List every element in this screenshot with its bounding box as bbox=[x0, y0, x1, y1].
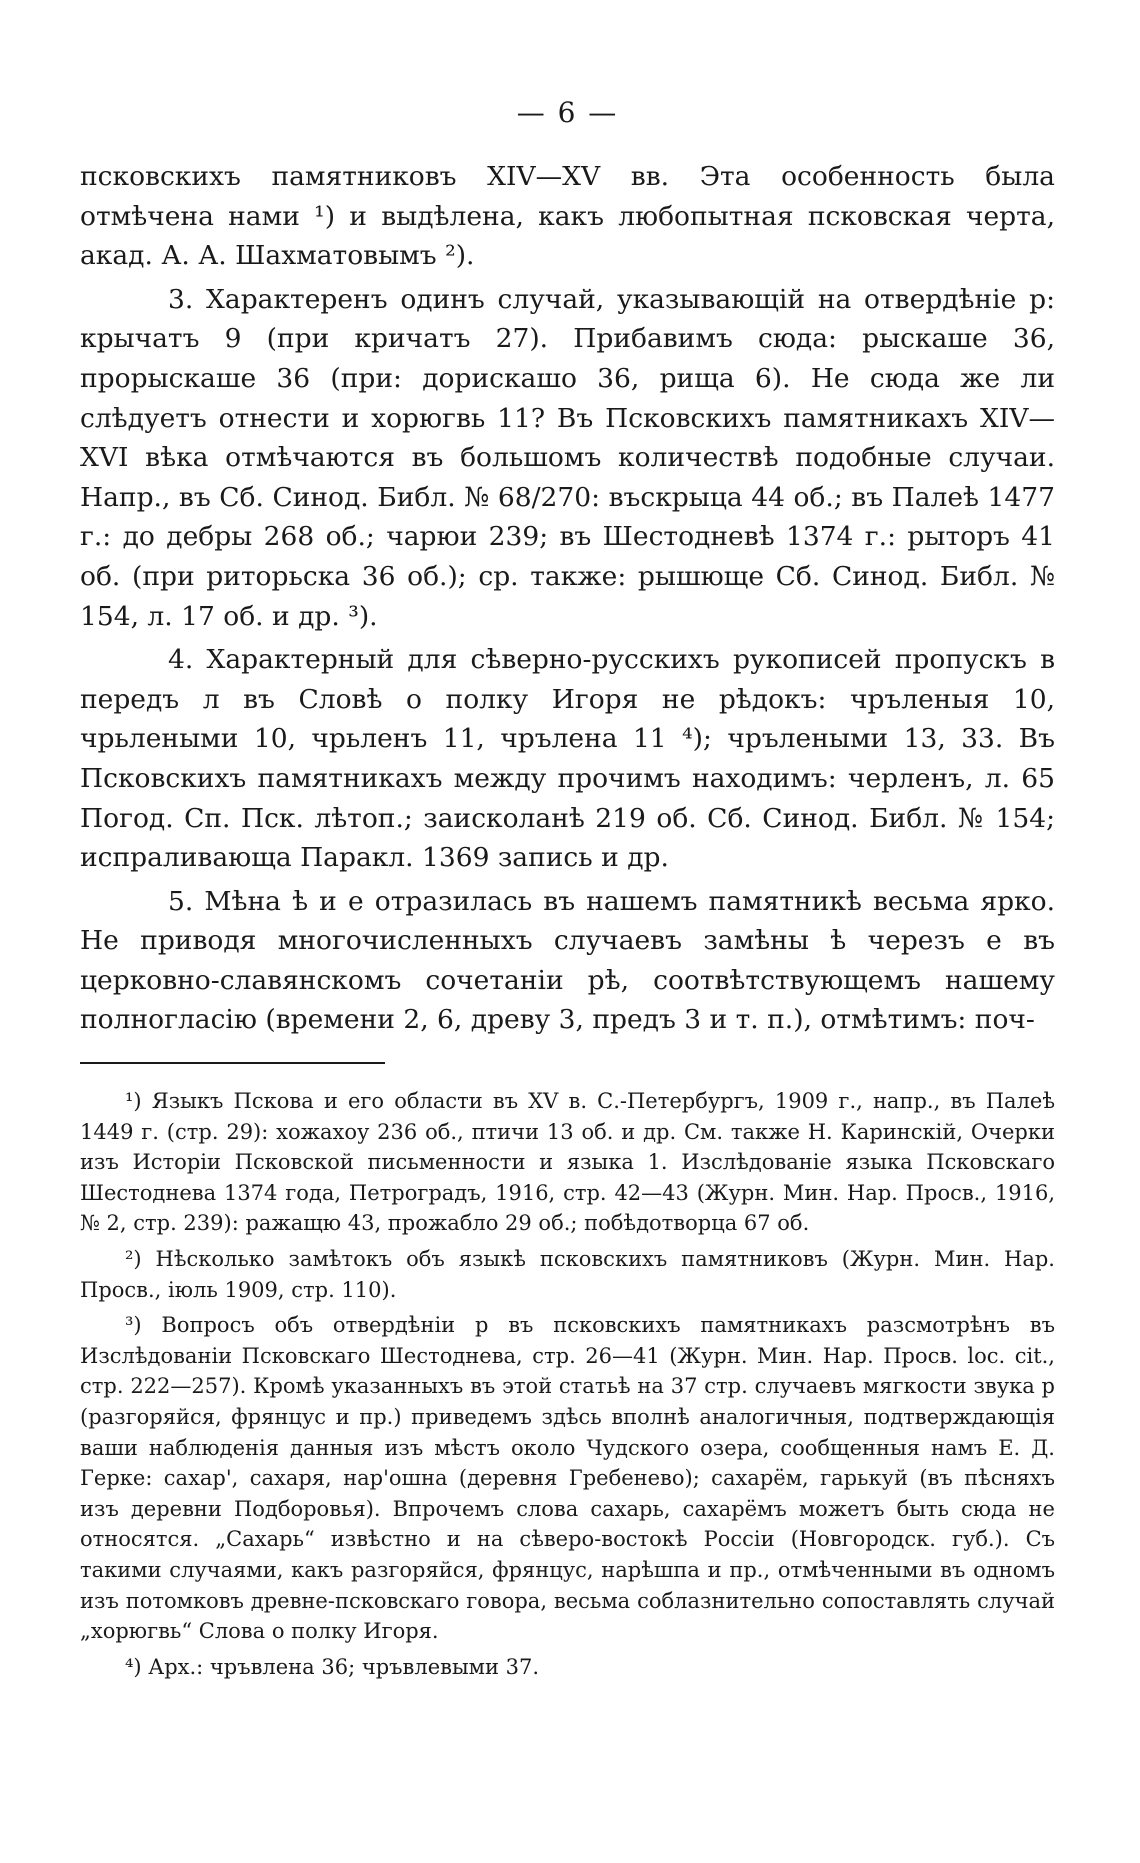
footnote-3: ³) Вопросъ объ отвердѣніи р въ псковскихъ памятникахъ разсмотрѣнъ въ Изслѣдованіи Псковскаго Шестоднева, стр. 26—41 (Журн. Мин. Нар. Просв. loc. cit., стр. 222—257). Кромѣ указанныхъ въ этой статьѣ на 37 стр. случаевъ мягкости звука р (разгоряйся, фрянцус и пр.) приведемъ здѣсь вполнѣ аналогичныя, подтверждающія ваши наблюденія данныя изъ мѣстъ около Чудского озера, сообщенныя намъ Е. Д. Герке: сахар', сахаря, нар'ошна (деревня Гребенево); сахарём, гарькуй (въ пѣсняхъ изъ деревни Подборовья). Впрочемъ слова сахарь, сахарёмъ можетъ быть сюда не относятся. „Сахарь“ извѣстно и на сѣверо-востокѣ Россіи (Новгородск. губ.). Съ такими случаями, какъ разгоряйся, фрянцус, нарѣшпа и пр., отмѣченными въ одномъ изъ потомковъ древне-псковскаго говора, весьма соблазнительно сопоставлять случай „хорюгвь“ Слова о полку Игоря. bbox=[80, 1313, 1055, 1644]
paragraph-3: 3. Характеренъ одинъ случай, указывающій на отвердѣніе р: крычатъ 9 (при кричатъ 27). Прибавимъ сюда: рыскаше 36, прорыскаше 36 (при: дорискашо 36, рища 6). Не сюда же ли слѣдуетъ отнести и хорюгвь 11? Въ Псковскихъ памятникахъ XIV—XVI вѣка отмѣчаются въ большомъ количествѣ подобные случаи. Напр., въ Сб. Синод. Библ. № 68/270: въскрыца 44 об.; въ Палеѣ 1477 г.: до дебры 268 об.; чарюи 239; въ Шестодневѣ 1374 г.: рыторъ 41 об. (при риторьска 36 об.); ср. также: рышюще Сб. Синод. Библ. № 154, л. 17 об. и др. ³). bbox=[80, 283, 1055, 632]
paragraph-4: 4. Характерный для сѣверно-русскихъ рукописей пропускъ в передъ л въ Словѣ о полку Игоря не рѣдокъ: чръленыя 10, чрьлеными 10, чрьленъ 11, чрълена 11 ⁴); чрълеными 13, 33. Въ Псковскихъ памятникахъ между прочимъ находимъ: черленъ, л. 65 Погод. Сп. Пск. лѣтоп.; заисколанѣ 219 об. Сб. Синод. Библ. № 154; испраливающа Паракл. 1369 запись и др. bbox=[80, 644, 1055, 874]
page-number: — 6 — bbox=[516, 96, 619, 129]
paragraph-continuation: псковскихъ памятниковъ XIV—XV вв. Эта особенность была отмѣчена нами ¹) и выдѣлена, какъ любопытная псковская черта, акад. А. А. Шахматовымъ ²). bbox=[80, 161, 1055, 272]
document-page bbox=[80, 96, 1055, 1682]
footnote-divider bbox=[80, 1062, 385, 1064]
footnote-2: ²) Нѣсколько замѣтокъ объ языкѣ псковскихъ памятниковъ (Журн. Мин. Нар. Просв., іюль 1909, стр. 110). bbox=[80, 1247, 1055, 1302]
paragraph-5: 5. Мѣна ѣ и е отразилась въ нашемъ памятникѣ весьма ярко. Не приводя многочисленныхъ случаевъ замѣны ѣ черезъ е въ церковно-славянскомъ сочетаніи рѣ, соотвѣтствующемъ нашему полногласію (времени 2, 6, древу 3, предъ 3 и т. п.), отмѣтимъ: поч- bbox=[80, 885, 1055, 1036]
footnote-1: ¹) Языкъ Пскова и его области въ XV в. С.-Петербургъ, 1909 г., напр., въ Палеѣ 1449 г. (стр. 29): хожахоу 236 об., птичи 13 об. и др. См. также Н. Каринскій, Очерки изъ Исторіи Псковской письменности и языка 1. Изслѣдованіе языка Псковскаго Шестоднева 1374 года, Петроградъ, 1916, стр. 42—43 (Журн. Мин. Нар. Просв., 1916, № 2, стр. 239): ражащю 43, прожабло 29 об.; побѣдотворца 67 об. bbox=[80, 1089, 1055, 1236]
main-text bbox=[80, 157, 1055, 1040]
footnotes bbox=[80, 1086, 1055, 1682]
footnote-4: ⁴) Арх.: чръвлена 36; чръвлевыми 37. bbox=[125, 1654, 540, 1679]
